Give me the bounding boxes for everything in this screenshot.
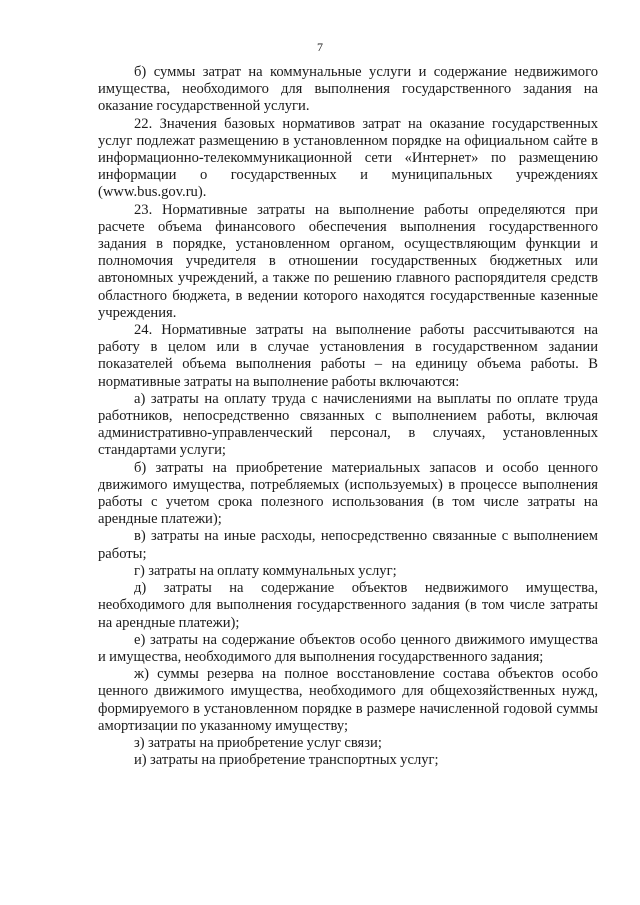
paragraph: з) затраты на приобретение услуг связи; (134, 734, 382, 751)
paragraph: ж) суммы резерва на полное восстановление состава объектов особо ценного движимого имущества, необходимого для общехозяйственных нужд, формируемого в установленном порядке в размере начисленной годовой суммы амортизации по указанному имуществу; (98, 666, 598, 734)
paragraph: в) затраты на иные расходы, непосредственно связанные с выполнением работы; (98, 528, 598, 562)
paragraph: 23. Нормативные затраты на выполнение работы определяются при расчете объема финансового обеспечения выполнения государственного задания в порядке, установленном органом, осуществляющим функции и полномочия учредителя в отношении государственных бюджетных или автономных учреждений, а также по решению главного распорядителя средств областного бюджета, в ведении которого находятся государственные казенные учреждения. (98, 201, 598, 321)
paragraph: д) затраты на содержание объектов недвижимого имущества, необходимого для выполнения государственного задания (в том числе затраты на арендные платежи); (98, 580, 598, 631)
page-number: 7 (317, 40, 323, 54)
paragraph: 24. Нормативные затраты на выполнение работы рассчитываются на работу в целом или в случае установления в государственном задании показателей объема выполнения работы – на единицу объема работы. В нормативные затраты на выполнение работы включаются: (98, 322, 598, 390)
paragraph: г) затраты на оплату коммунальных услуг; (134, 562, 397, 579)
paragraph: а) затраты на оплату труда с начислениями на выплаты по оплате труда работников, непосредственно связанных с выполнением работы, включая административно-управленческий персонал, в случаях, установленных стандартами услуги; (98, 390, 598, 459)
paragraph: и) затраты на приобретение транспортных услуг; (134, 752, 439, 769)
document-body (98, 64, 598, 769)
paragraph: 22. Значения базовых нормативов затрат на оказание государственных услуг подлежат размещению в установленном порядке на официальном сайте в информационно-телекоммуникационной сети «Интернет» по размещению информации о государственных и муниципальных учреждениях (www.bus.gov.ru). (98, 115, 598, 201)
paragraph: е) затраты на содержание объектов особо ценного движимого имущества и имущества, необходимого для выполнения государственного задания; (98, 631, 598, 665)
paragraph: б) суммы затрат на коммунальные услуги и содержание недвижимого имущества, необходимого для выполнения государственного задания на оказание государственной услуги. (98, 64, 598, 115)
paragraph: б) затраты на приобретение материальных запасов и особо ценного движимого имущества, потребляемых (используемых) в процессе выполнения работы с учетом срока полезного использования (в том числе затраты на арендные платежи); (98, 459, 598, 528)
